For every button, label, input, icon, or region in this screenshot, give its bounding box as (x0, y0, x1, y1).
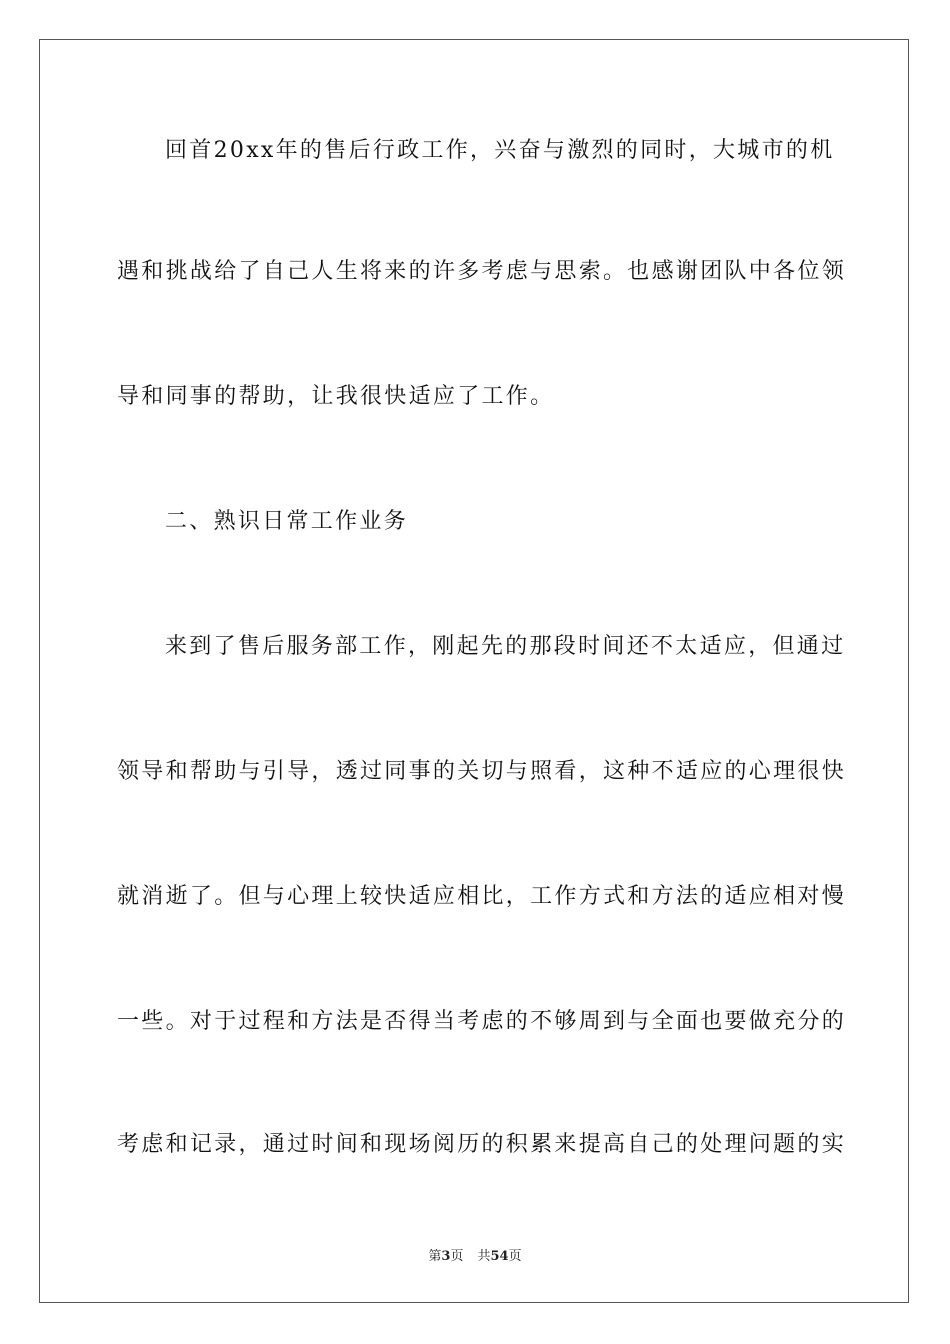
total-prefix: 共 (477, 1249, 491, 1264)
page-number: 3 (441, 1249, 451, 1264)
paragraph-line: 回首20xx年的售后行政工作，兴奋与激烈的同时，大城市的机 (165, 138, 835, 163)
paragraph-line: 一些。对于过程和方法是否得当考虑的不够周到与全面也要做充分的 (117, 1009, 847, 1034)
paragraph-line: 遇和挑战给了自己人生将来的许多考虑与思索。也感谢团队中各位领 (117, 259, 847, 284)
paragraph-line: 领导和帮助与引导，透过同事的关切与照看，这种不适应的心理很快 (117, 759, 847, 784)
page-prefix: 第 (428, 1249, 442, 1264)
paragraph-line: 考虑和记录，通过时间和现场阅历的积累来提高自己的处理问题的实 (117, 1132, 847, 1157)
page-border (39, 39, 909, 1303)
page-suffix: 页 (450, 1249, 464, 1264)
page-footer (0, 1248, 950, 1266)
total-pages: 54 (490, 1249, 509, 1264)
total-suffix: 页 (508, 1249, 522, 1264)
paragraph-line: 来到了售后服务部工作，刚起先的那段时间还不太适应，但通过 (165, 634, 846, 659)
paragraph-line: 导和同事的帮助，让我很快适应了工作。 (117, 384, 555, 409)
section-heading: 二、熟识日常工作业务 (165, 509, 409, 534)
paragraph-line: 就消逝了。但与心理上较快适应相比，工作方式和方法的适应相对慢 (117, 884, 847, 909)
